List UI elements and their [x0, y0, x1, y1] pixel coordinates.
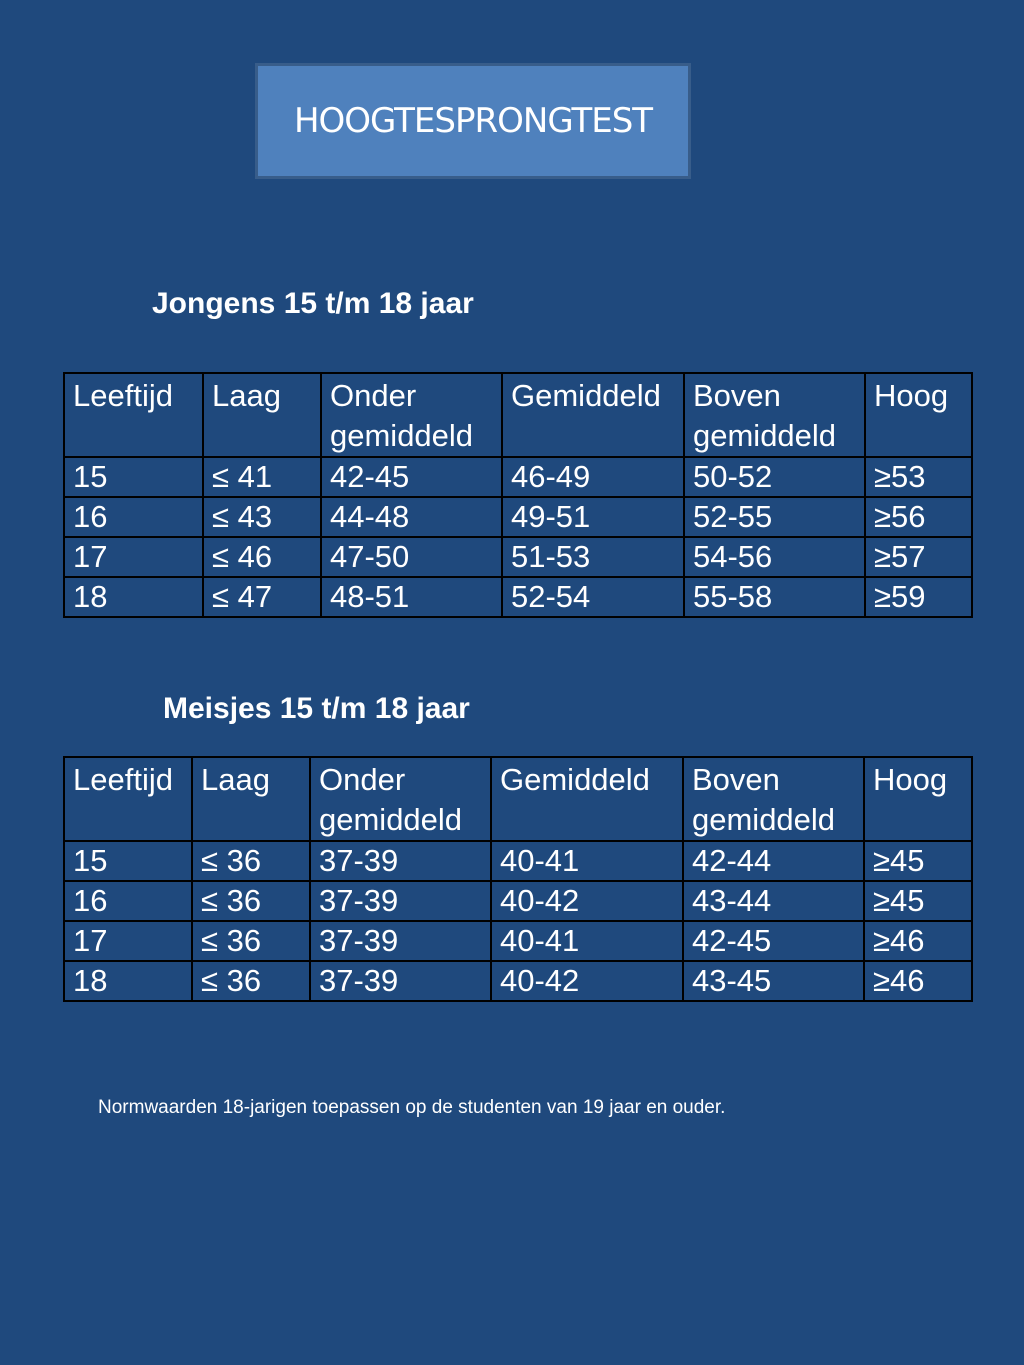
table-cell: 42-45 [683, 921, 864, 961]
table-cell: 42-45 [321, 457, 502, 497]
table-cell: 49-51 [502, 497, 684, 537]
table-row [64, 921, 972, 961]
table-cell: 48-51 [321, 577, 502, 617]
page-title: HOOGTESPRONGTEST [293, 101, 653, 141]
table-cell: ≥53 [865, 457, 972, 497]
table-cell: 37-39 [310, 841, 491, 881]
title-box [255, 63, 691, 179]
table-cell: ≤ 36 [192, 841, 310, 881]
column-header-hoog: Hoog [865, 373, 972, 457]
column-header-laag: Laag [192, 757, 310, 841]
table-cell: 51-53 [502, 537, 684, 577]
table-cell: ≤ 36 [192, 881, 310, 921]
table-cell: 15 [64, 841, 192, 881]
table-cell: 40-41 [491, 921, 683, 961]
table-cell: 52-54 [502, 577, 684, 617]
table-cell: 40-41 [491, 841, 683, 881]
table-cell: 17 [64, 921, 192, 961]
column-header-gemiddeld: Gemiddeld [491, 757, 683, 841]
column-header-boven-gemiddeld: Boven gemiddeld [683, 757, 864, 841]
girls-section-heading: Meisjes 15 t/m 18 jaar [163, 692, 470, 725]
table-row [64, 457, 972, 497]
table-cell: 50-52 [684, 457, 865, 497]
boys-section-heading: Jongens 15 t/m 18 jaar [152, 287, 474, 320]
footnote: Normwaarden 18-jarigen toepassen op de studenten van 19 jaar en ouder. [98, 1097, 726, 1118]
table-cell: 47-50 [321, 537, 502, 577]
table-row [64, 537, 972, 577]
table-row [64, 497, 972, 537]
column-header-leeftijd: Leeftijd [64, 373, 203, 457]
table-cell: 15 [64, 457, 203, 497]
table-cell: ≥46 [864, 921, 972, 961]
table-cell: ≥57 [865, 537, 972, 577]
table-cell: ≤ 41 [203, 457, 321, 497]
column-header-hoog: Hoog [864, 757, 972, 841]
table-header-row [64, 373, 972, 457]
table-cell: ≤ 36 [192, 961, 310, 1001]
table-cell: ≥46 [864, 961, 972, 1001]
table-row [64, 961, 972, 1001]
column-header-onder-gemiddeld: Onder gemiddeld [321, 373, 502, 457]
table-cell: 18 [64, 961, 192, 1001]
table-cell: 37-39 [310, 921, 491, 961]
table-cell: ≤ 46 [203, 537, 321, 577]
table-cell: 44-48 [321, 497, 502, 537]
table-cell: ≥56 [865, 497, 972, 537]
table-cell: 40-42 [491, 881, 683, 921]
girls-norm-table [63, 756, 973, 1002]
table-row [64, 881, 972, 921]
column-header-leeftijd: Leeftijd [64, 757, 192, 841]
table-cell: 43-45 [683, 961, 864, 1001]
table-cell: 52-55 [684, 497, 865, 537]
table-cell: ≤ 47 [203, 577, 321, 617]
table-cell: 42-44 [683, 841, 864, 881]
column-header-onder-gemiddeld: Onder gemiddeld [310, 757, 491, 841]
table-cell: 37-39 [310, 881, 491, 921]
table-cell: 54-56 [684, 537, 865, 577]
table-cell: 55-58 [684, 577, 865, 617]
table-cell: 46-49 [502, 457, 684, 497]
table-cell: 18 [64, 577, 203, 617]
table-header-row [64, 757, 972, 841]
boys-norm-table [63, 372, 973, 618]
table-cell: ≤ 36 [192, 921, 310, 961]
table-cell: 17 [64, 537, 203, 577]
column-header-gemiddeld: Gemiddeld [502, 373, 684, 457]
table-cell: 43-44 [683, 881, 864, 921]
table-cell: 16 [64, 497, 203, 537]
table-cell: ≥45 [864, 841, 972, 881]
table-row [64, 577, 972, 617]
table-cell: ≥59 [865, 577, 972, 617]
column-header-boven-gemiddeld: Boven gemiddeld [684, 373, 865, 457]
table-cell: 37-39 [310, 961, 491, 1001]
table-cell: 40-42 [491, 961, 683, 1001]
table-cell: ≤ 43 [203, 497, 321, 537]
table-cell: 16 [64, 881, 192, 921]
table-cell: ≥45 [864, 881, 972, 921]
table-row [64, 841, 972, 881]
column-header-laag: Laag [203, 373, 321, 457]
